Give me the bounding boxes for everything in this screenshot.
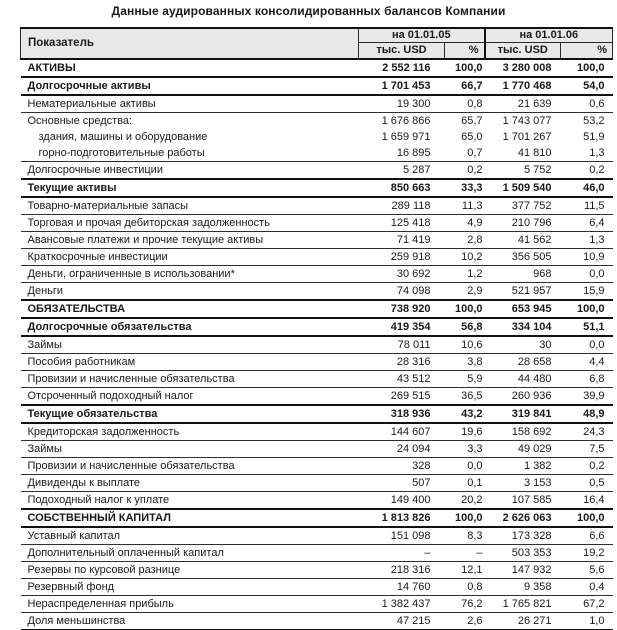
row-value-usd-010105: 850 663: [359, 179, 445, 197]
row-value-usd-010105: 71 419: [359, 232, 445, 249]
row-value-usd-010106: 1 770 468: [485, 77, 561, 95]
table-row: [21, 613, 613, 630]
table-row: [21, 509, 613, 527]
row-value-pct-010105: 56,8: [445, 318, 485, 336]
table-row: [21, 215, 613, 232]
row-value-usd-010105: 5 287: [359, 162, 445, 180]
row-value-pct-010105: 0,7: [445, 145, 485, 162]
row-value-usd-010106: 158 692: [485, 423, 561, 441]
row-value-pct-010105: 65,0: [461, 131, 483, 143]
row-value-usd-010105: 218 316: [359, 562, 445, 579]
row-value-usd-010106: 334 104: [485, 318, 561, 336]
table-row: [21, 441, 613, 458]
row-value-usd-010105: 74 098: [359, 283, 445, 301]
unit-header-pct-010106: %: [561, 43, 613, 60]
row-label: Займы: [21, 336, 359, 354]
row-value-pct-010106: 54,0: [561, 77, 613, 95]
row-value-usd-010105: 16 895: [359, 145, 445, 162]
row-value-pct-010105: 8,3: [445, 527, 485, 545]
row-value-pct-010106: 100,0: [561, 509, 613, 527]
row-value-usd-010106: 1 743 077: [502, 115, 552, 127]
row-value-usd-010106: 49 029: [485, 441, 561, 458]
row-value-pct-010105: 2,9: [445, 283, 485, 301]
row-value-usd-010106: 173 328: [485, 527, 561, 545]
table-row: [21, 145, 613, 162]
table-row: [21, 336, 613, 354]
row-value-pct-010105: 2,6: [445, 613, 485, 630]
row-value-usd-010106: 30: [485, 336, 561, 354]
row-value-usd-010105: 318 936: [359, 405, 445, 423]
row-value-usd-010105: 28 316: [359, 354, 445, 371]
row-value-pct-010105: 3,8: [445, 354, 485, 371]
row-value-usd-010106: 1 701 267: [502, 131, 552, 143]
row-value-pct-010106: 16,4: [561, 492, 613, 510]
row-value-pct-010106: 0,2: [561, 162, 613, 180]
row-value-pct-010105: –: [445, 545, 485, 562]
table-row: [21, 59, 613, 77]
row-value-usd-010106: 521 957: [485, 283, 561, 301]
row-value-pct-010105: 12,1: [445, 562, 485, 579]
table-row: [21, 318, 613, 336]
row-label: Провизии и начисленные обязательства: [21, 458, 359, 475]
row-value-pct-010105: 11,3: [445, 197, 485, 215]
row-label: здания, машины и оборудование: [38, 131, 208, 143]
row-label: Основные средства:: [27, 115, 133, 127]
table-row: [21, 423, 613, 441]
row-label: Отсроченный подоходный налог: [21, 388, 359, 406]
row-value-usd-010106: 21 639: [485, 95, 561, 113]
row-value-pct-010105: 0,8: [445, 579, 485, 596]
row-value-pct-010106: 5,6: [561, 562, 613, 579]
table-row: [21, 562, 613, 579]
row-label: Долгосрочные активы: [21, 77, 359, 95]
row-value-usd-010105: 19 300: [359, 95, 445, 113]
row-value-usd-010105: 78 011: [359, 336, 445, 354]
table-row: [21, 232, 613, 249]
row-value-usd-010106: 44 480: [485, 371, 561, 388]
unit-header-usd-010105: тыс. USD: [359, 43, 445, 60]
row-value-usd-010106: 41 562: [485, 232, 561, 249]
row-value-usd-010105: 151 098: [359, 527, 445, 545]
row-value-usd-010105: 149 400: [359, 492, 445, 510]
row-value-usd-010106: 210 796: [485, 215, 561, 232]
row-label: Уставный капитал: [21, 527, 359, 545]
row-label: Нераспределенная прибыль: [21, 596, 359, 613]
row-value-pct-010105: 43,2: [445, 405, 485, 423]
row-value-pct-010105: 3,3: [445, 441, 485, 458]
table-row: [21, 354, 613, 371]
row-value-usd-010105: 1 659 971: [381, 131, 431, 143]
row-value-pct-010106: 6,8: [561, 371, 613, 388]
row-value-pct-010105: 0,2: [445, 162, 485, 180]
row-label: Подоходный налог к уплате: [21, 492, 359, 510]
row-value-usd-010106: 26 271: [485, 613, 561, 630]
table-row: [21, 475, 613, 492]
row-value-usd-010105: –: [359, 545, 445, 562]
row-label: Торговая и прочая дебиторская задолженность: [21, 215, 359, 232]
row-value-pct-010106: 51,1: [561, 318, 613, 336]
row-value-usd-010106: 3 153: [485, 475, 561, 492]
row-value-usd-010105: 1 676 866: [381, 115, 431, 127]
row-value-usd-010106: 3 280 008: [485, 59, 561, 77]
row-value-usd-010105: 419 354: [359, 318, 445, 336]
row-value-usd-010106: 377 752: [485, 197, 561, 215]
row-value-pct-010106: 6,6: [561, 527, 613, 545]
table-row: [21, 249, 613, 266]
row-value-usd-010106: 1 382: [485, 458, 561, 475]
row-value-usd-010105: 2 552 116: [359, 59, 445, 77]
table-header: [21, 28, 613, 59]
table-row: [21, 77, 613, 95]
table-row: [21, 95, 613, 113]
row-label: Резервы по курсовой разнице: [21, 562, 359, 579]
row-label: Долгосрочные инвестиции: [21, 162, 359, 180]
table-row: [21, 300, 613, 318]
date-column-header-010106: на 01.01.06: [485, 28, 613, 43]
unit-header-usd-010106: тыс. USD: [485, 43, 561, 60]
row-value-pct-010106: 100,0: [561, 59, 613, 77]
row-label: Резервный фонд: [21, 579, 359, 596]
row-value-pct-010105: 1,2: [445, 266, 485, 283]
row-value-pct-010106: 48,9: [561, 405, 613, 423]
row-value-usd-010105: 47 215: [359, 613, 445, 630]
row-value-usd-010106: 1 765 821: [485, 596, 561, 613]
row-value-pct-010105: 36,5: [445, 388, 485, 406]
row-value-usd-010106: 41 810: [485, 145, 561, 162]
row-value-usd-010105: 259 918: [359, 249, 445, 266]
table-row: [21, 179, 613, 197]
row-value-pct-010106: 1,3: [561, 145, 613, 162]
row-value-usd-010106: 1 509 540: [485, 179, 561, 197]
row-value-pct-010106: 0,4: [561, 579, 613, 596]
row-label: Деньги, ограниченные в использовании*: [21, 266, 359, 283]
row-value-usd-010106: 107 585: [485, 492, 561, 510]
row-label: Краткосрочные инвестиции: [21, 249, 359, 266]
row-value-pct-010106: 4,4: [561, 354, 613, 371]
row-value-pct-010105: 0,8: [445, 95, 485, 113]
row-label: Дополнительный оплаченный капитал: [21, 545, 359, 562]
row-value-usd-010106: 147 932: [485, 562, 561, 579]
unit-header-pct-010105: %: [445, 43, 485, 60]
row-value-usd-010105: 144 607: [359, 423, 445, 441]
header-group-row: [21, 28, 613, 43]
row-value-pct-010106: 1,0: [561, 613, 613, 630]
row-label: Текущие активы: [21, 179, 359, 197]
row-value-pct-010105: 76,2: [445, 596, 485, 613]
row-value-usd-010106: 653 945: [485, 300, 561, 318]
row-value-pct-010106: 19,2: [561, 545, 613, 562]
row-value-pct-010106: 0,5: [561, 475, 613, 492]
row-value-usd-010106: 28 658: [485, 354, 561, 371]
row-value-usd-010106: 319 841: [485, 405, 561, 423]
row-label: АКТИВЫ: [21, 59, 359, 77]
indicator-column-header: Показатель: [21, 28, 359, 59]
row-value-usd-010105: 1 813 826: [359, 509, 445, 527]
row-label: Товарно-материальные запасы: [21, 197, 359, 215]
row-value-usd-010105: 30 692: [359, 266, 445, 283]
row-value-usd-010105: 43 512: [359, 371, 445, 388]
row-label: Дивиденды к выплате: [21, 475, 359, 492]
row-label: ОБЯЗАТЕЛЬСТВА: [21, 300, 359, 318]
table-row: [21, 596, 613, 613]
row-value-pct-010106: 67,2: [561, 596, 613, 613]
row-value-pct-010105: 0,0: [445, 458, 485, 475]
row-value-pct-010105: 4,9: [445, 215, 485, 232]
row-label: Кредиторская задолженность: [21, 423, 359, 441]
table-row: [21, 388, 613, 406]
row-label: Нематериальные активы: [21, 95, 359, 113]
table-row: [21, 197, 613, 215]
table-row: [21, 458, 613, 475]
row-value-pct-010105: 33,3: [445, 179, 485, 197]
row-value-usd-010105: 269 515: [359, 388, 445, 406]
row-value-usd-010105: 328: [359, 458, 445, 475]
row-value-pct-010105: 100,0: [445, 509, 485, 527]
row-value-pct-010105: 100,0: [445, 59, 485, 77]
row-label: Текущие обязательства: [21, 405, 359, 423]
row-value-pct-010106: 0,0: [561, 336, 613, 354]
row-value-pct-010105: 0,1: [445, 475, 485, 492]
balance-table: [20, 27, 613, 630]
row-value-usd-010105: 289 118: [359, 197, 445, 215]
row-value-pct-010105: 2,8: [445, 232, 485, 249]
row-value-pct-010105: 65,7: [461, 115, 483, 127]
row-label: Деньги: [21, 283, 359, 301]
row-value-usd-010105: 1 701 453: [359, 77, 445, 95]
row-value-pct-010105: 19,6: [445, 423, 485, 441]
table-row: [21, 129, 613, 145]
row-value-pct-010105: 66,7: [445, 77, 485, 95]
row-value-pct-010105: 10,2: [445, 249, 485, 266]
table-row: [21, 405, 613, 423]
row-value-pct-010106: 1,3: [561, 232, 613, 249]
row-value-usd-010106: 9 358: [485, 579, 561, 596]
row-value-pct-010106: 10,9: [561, 249, 613, 266]
row-value-pct-010105: 5,9: [445, 371, 485, 388]
row-value-pct-010106: 100,0: [561, 300, 613, 318]
row-value-pct-010106: 39,9: [561, 388, 613, 406]
row-value-pct-010106: 24,3: [561, 423, 613, 441]
row-value-usd-010106: 2 626 063: [485, 509, 561, 527]
row-value-pct-010106: 51,9: [583, 131, 605, 143]
row-value-pct-010106: 15,9: [561, 283, 613, 301]
row-value-pct-010106: 11,5: [561, 197, 613, 215]
row-value-pct-010105: 100,0: [445, 300, 485, 318]
table-row: [21, 283, 613, 301]
row-value-pct-010106: 46,0: [561, 179, 613, 197]
table-row: [21, 162, 613, 180]
table-row: [21, 545, 613, 562]
row-value-usd-010106: 356 505: [485, 249, 561, 266]
row-value-usd-010105: 1 382 437: [359, 596, 445, 613]
row-value-pct-010105: 10,6: [445, 336, 485, 354]
row-value-pct-010106: 53,2: [583, 115, 605, 127]
row-value-pct-010106: 7,5: [561, 441, 613, 458]
row-label: горно-подготовительные работы: [21, 145, 359, 162]
row-value-usd-010105: 507: [359, 475, 445, 492]
row-label: СОБСТВЕННЫЙ КАПИТАЛ: [21, 509, 359, 527]
table-row: [21, 579, 613, 596]
row-value-usd-010105: 24 094: [359, 441, 445, 458]
row-label: Доля меньшинства: [21, 613, 359, 630]
row-value-usd-010106: 968: [485, 266, 561, 283]
row-label: Займы: [21, 441, 359, 458]
table-row: [21, 113, 613, 130]
row-value-usd-010105: 14 760: [359, 579, 445, 596]
table-row: [21, 492, 613, 510]
row-value-pct-010106: 0,6: [561, 95, 613, 113]
row-label: Долгосрочные обязательства: [21, 318, 359, 336]
row-value-usd-010106: 260 936: [485, 388, 561, 406]
row-value-usd-010106: 5 752: [485, 162, 561, 180]
table-row: [21, 266, 613, 283]
row-value-usd-010105: 125 418: [359, 215, 445, 232]
table-row: [21, 371, 613, 388]
date-column-header-010105: на 01.01.05: [359, 28, 485, 43]
row-value-pct-010106: 0,0: [561, 266, 613, 283]
row-value-pct-010105: 20,2: [445, 492, 485, 510]
row-value-usd-010105: 738 920: [359, 300, 445, 318]
row-label: Авансовые платежи и прочие текущие активы: [21, 232, 359, 249]
table-body: [21, 59, 613, 630]
row-label: Провизии и начисленные обязательства: [21, 371, 359, 388]
page-title: Данные аудированных консолидированных балансов Компании: [111, 4, 506, 18]
row-value-pct-010106: 0,2: [561, 458, 613, 475]
row-value-pct-010106: 6,4: [561, 215, 613, 232]
table-row: [21, 527, 613, 545]
row-value-usd-010106: 503 353: [485, 545, 561, 562]
row-label: Пособия работникам: [21, 354, 359, 371]
